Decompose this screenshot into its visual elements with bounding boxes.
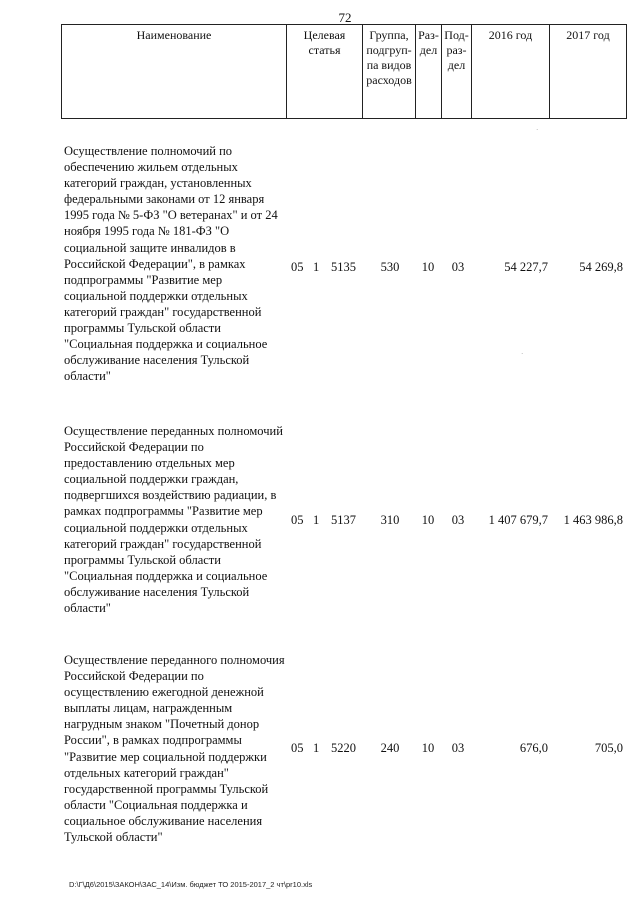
amount-2017-cell: 54 269,8	[579, 260, 623, 274]
page-number: 72	[338, 10, 352, 25]
expense-group-cell: 530	[380, 260, 400, 274]
header-expense-group: Группа, подгруп-па видов расходов	[362, 25, 415, 118]
section-cell: 10	[421, 513, 435, 527]
header-year-2017: 2017 год	[549, 25, 626, 118]
file-path-footer: D:\Г\Д6\2015\ЗАКОН\ЗАС_14\Изм. бюджет ТО 2015-2017_2 чт\pr10.xls	[69, 880, 313, 889]
header-target-article: Целевая статья	[286, 25, 362, 118]
amount-2017-cell: 1 463 986,8	[563, 513, 623, 527]
header-section: Раз-дел	[415, 25, 441, 118]
row-description: Осуществление полномочий по обеспечению жильем отдельных категорий граждан, установленных федеральными законами от 12 января 1995 года № 5-ФЗ "О ветеранах" и от 24 ноября 1995 года № 181-ФЗ "О социальной защите инвалидов в Российской Федерации", в рамках подпрограммы "Развитие мер социальной поддержки отдельных категорий граждан" государственной программы Тульской области "Социальная поддержка и социальное обслуживание населения Тульской области"	[64, 144, 278, 384]
target-code-direction: 5135	[331, 260, 356, 274]
scan-speck: ·	[536, 126, 539, 134]
expense-group-cell: 310	[380, 513, 400, 527]
target-code-direction: 5137	[331, 513, 356, 527]
target-code-program: 05	[291, 260, 304, 274]
table-header	[61, 24, 627, 119]
target-code-subprogram: 1	[313, 260, 320, 274]
amount-2016-cell: 1 407 679,7	[488, 513, 548, 527]
target-code-direction: 5220	[331, 741, 356, 755]
section-cell: 10	[421, 260, 435, 274]
scan-speck: ·	[521, 350, 524, 358]
subsection-cell: 03	[451, 260, 465, 274]
row-description: Осуществление переданного полномочия Российской Федерации по осуществлению ежегодной денежной выплаты лицам, награжденным нагрудным знаком "Почетный донор России", в рамках подпрограммы "Развитие мер социальной поддержки отдельных категорий граждан" государственной программы Тульской области "Социальная поддержка и социальное обслуживание населения Тульской области"	[64, 653, 285, 845]
expense-group-cell: 240	[380, 741, 400, 755]
amount-2016-cell: 676,0	[519, 741, 548, 755]
target-code-program: 05	[291, 741, 304, 755]
header-name: Наименование	[136, 28, 212, 42]
subsection-cell: 03	[451, 513, 465, 527]
amount-2017-cell: 705,0	[594, 741, 623, 755]
target-code-program: 05	[291, 513, 304, 527]
header-subsection: Под-раз-дел	[441, 25, 471, 118]
amount-2016-cell: 54 227,7	[504, 260, 548, 274]
target-code-subprogram: 1	[313, 513, 320, 527]
section-cell: 10	[421, 741, 435, 755]
target-code-subprogram: 1	[313, 741, 320, 755]
subsection-cell: 03	[451, 741, 465, 755]
row-description: Осуществление переданных полномочий Российской Федерации по предоставлению отдельных мер социальной поддержки граждан, подвергшихся воздействию радиации, в рамках подпрограммы "Развитие мер социальной поддержки отдельных категорий граждан" государственной программы Тульской области "Социальная поддержка и социальное обслуживание населения Тульской области"	[64, 424, 283, 616]
header-year-2016: 2016 год	[471, 25, 549, 118]
